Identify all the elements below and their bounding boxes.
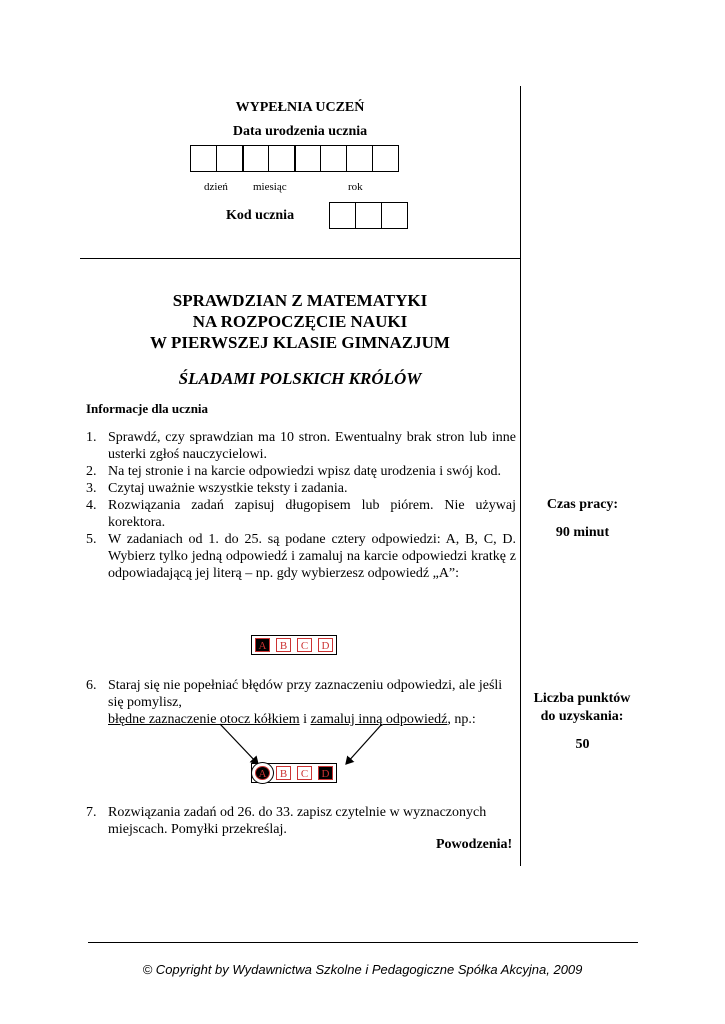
instruction-7: 7. Rozwiązania zadań od 26. do 33. zapisz czytelnie w wyznaczonych miejscach. Pomyłki przekreślaj. <box>86 805 487 837</box>
copyright: © Copyright by Wydawnictwa Szkolne i Pedagogiczne Spółka Akcyjna, 2009 <box>142 962 583 977</box>
year-label: rok <box>348 181 363 193</box>
dob-month-box-1[interactable] <box>242 145 269 172</box>
dob-year-box-1[interactable] <box>294 145 321 172</box>
code-box-1[interactable] <box>329 202 356 229</box>
list-item: 3. Czytaj uważnie wszystkie teksty i zadania. <box>86 481 348 496</box>
underlined-fill-instruction: zamaluj inną odpowiedź <box>310 712 448 727</box>
time-value: 90 minut <box>555 525 610 540</box>
footer-divider <box>88 942 638 943</box>
option-b: B <box>276 766 291 780</box>
points-label: Liczba punktów do uzyskania: <box>533 691 631 724</box>
day-label: dzień <box>204 181 228 193</box>
option-a-circled: A <box>255 766 270 780</box>
student-code-label: Kod ucznia <box>226 208 295 223</box>
option-d-filled: D <box>318 766 333 780</box>
instruction-6: 6. Staraj się nie popełniać błędów przy zaznaczeniu odpowiedzi, ale jeśli się pomylisz, błędne zaznaczenie otocz kółkiem i zamaluj inną odpowiedź, np.: <box>86 678 503 727</box>
option-b: B <box>276 638 291 652</box>
title-line-3: W PIERWSZEJ KLASIE GIMNAZJUM <box>150 333 450 352</box>
code-box-3[interactable] <box>381 202 408 229</box>
list-item: 1. Sprawdź, czy sprawdzian ma 10 stron. Ewentualny brak stron lub inne usterki zgłoś nauczycielowi. <box>86 430 516 462</box>
dob-year-box-3[interactable] <box>346 145 373 172</box>
instructions-list <box>86 429 516 582</box>
list-item: 4. Rozwiązania zadań zapisuj długopisem lub piórem. Nie używaj korektora. <box>86 498 516 530</box>
arrow-to-filled-d <box>346 724 382 764</box>
dob-year-box-4[interactable] <box>372 145 399 172</box>
option-c: C <box>297 638 312 652</box>
header-divider <box>80 258 521 259</box>
points-value: 50 <box>575 737 590 752</box>
vertical-divider <box>520 86 521 866</box>
dob-day-box-1[interactable] <box>190 145 217 172</box>
option-a: A <box>255 638 270 652</box>
option-c: C <box>297 766 312 780</box>
arrow-to-circled-a <box>220 724 258 764</box>
title-line-2: NA ROZPOCZĘCIE NAUKI <box>192 312 408 331</box>
good-luck: Powodzenia! <box>436 837 513 852</box>
dob-year-box-2[interactable] <box>320 145 347 172</box>
dob-boxes <box>190 145 399 172</box>
dob-label: Data urodzenia ucznia <box>232 124 368 139</box>
student-code-boxes <box>329 202 408 229</box>
month-label: miesiąc <box>253 181 287 193</box>
dob-day-box-2[interactable] <box>216 145 243 172</box>
example-answer-filled <box>251 635 337 655</box>
list-item: 2. Na tej stronie i na karcie odpowiedzi wpisz datę urodzenia i swój kod. <box>86 464 502 479</box>
underlined-circle-instruction: błędne zaznaczenie otocz kółkiem <box>108 712 300 727</box>
example-answer-corrected <box>251 763 337 783</box>
exam-title <box>90 290 510 353</box>
code-box-2[interactable] <box>355 202 382 229</box>
exam-subtitle: ŚLADAMI POLSKICH KRÓLÓW <box>178 369 422 388</box>
title-line-1: SPRAWDZIAN Z MATEMATYKI <box>172 291 428 310</box>
fill-by-label: WYPEŁNIA UCZEŃ <box>235 100 365 115</box>
time-label: Czas pracy: <box>546 497 619 512</box>
dob-month-box-2[interactable] <box>268 145 295 172</box>
list-item: 5. W zadaniach od 1. do 25. są podane cztery odpowiedzi: A, B, C, D. Wybierz tylko jedną odpowiedź i zamaluj na karcie odpowiedzi kratkę z odpowiadającą jej literą – np. gdy wybierzesz odpowiedź „A”: <box>86 532 516 581</box>
option-d: D <box>318 638 333 652</box>
info-heading: Informacje dla ucznia <box>86 401 209 416</box>
